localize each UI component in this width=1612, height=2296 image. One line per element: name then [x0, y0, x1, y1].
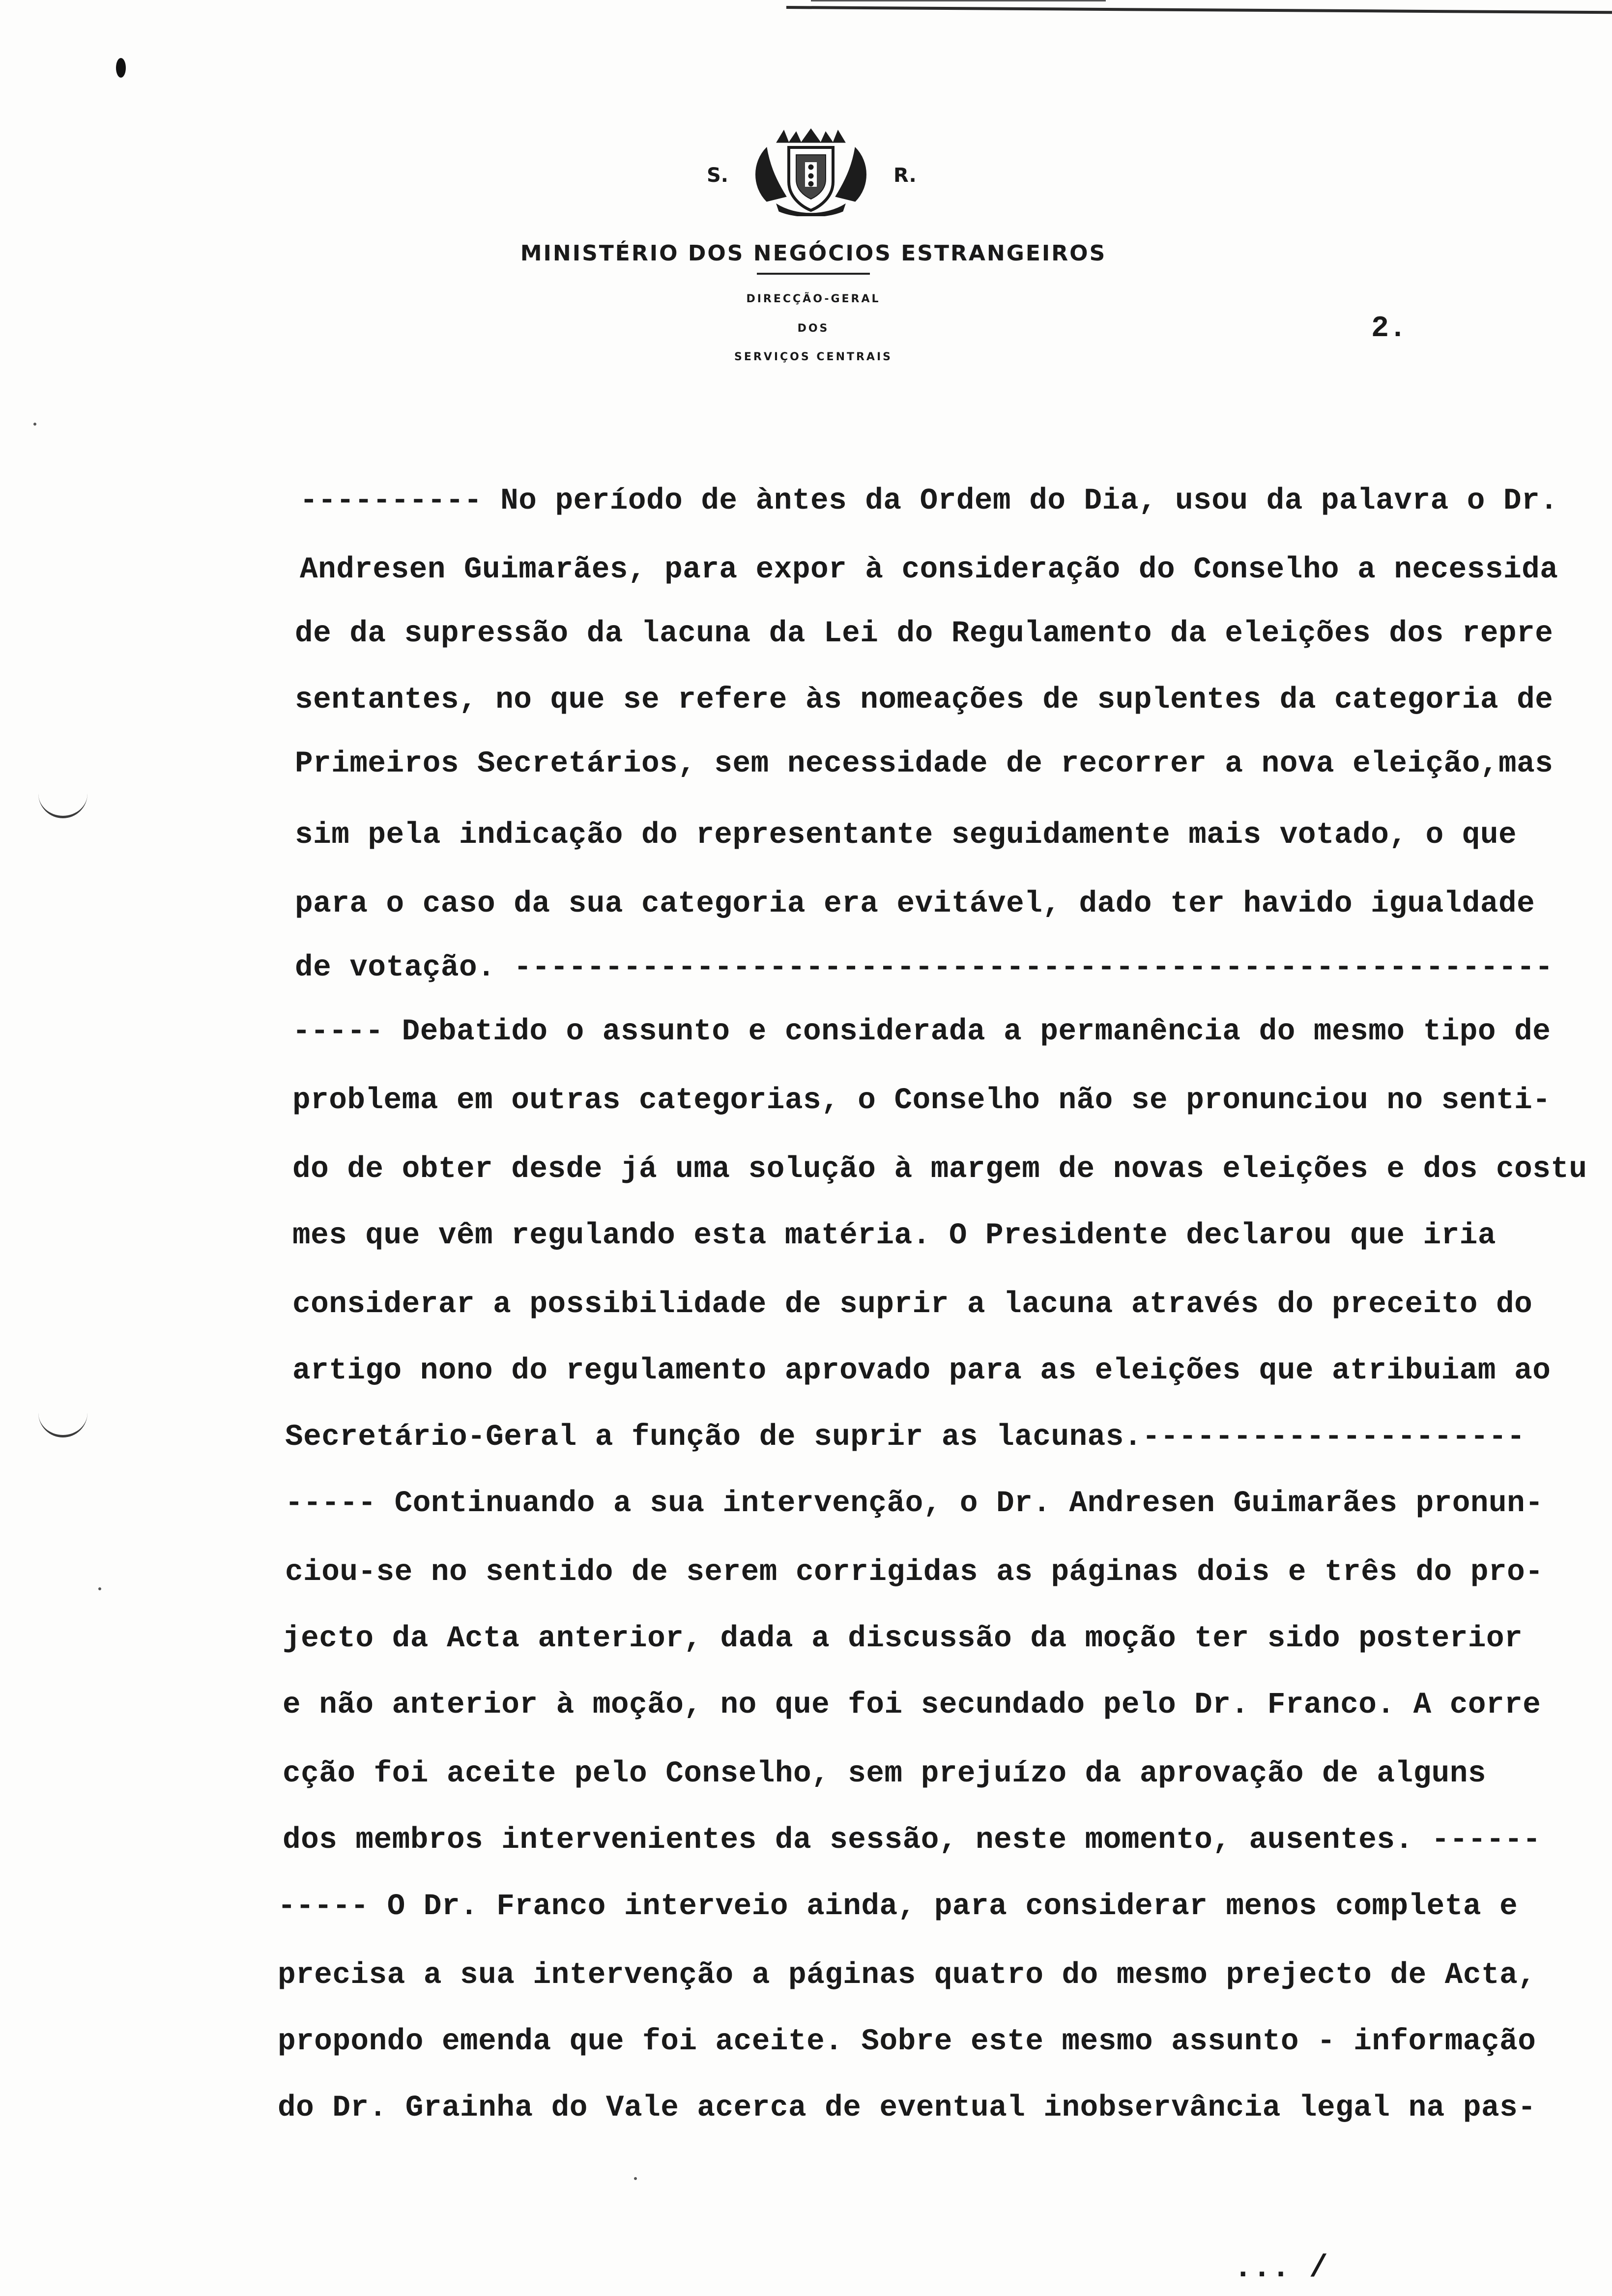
divider [757, 273, 870, 275]
scan-edge-line [811, 0, 1106, 1]
text-line: propondo emenda que foi aceite. Sobre este mesmo assunto - informação [278, 2025, 1536, 2059]
crest-initial-right: R. [893, 164, 917, 187]
crest-row [491, 123, 1130, 216]
text-line: sim pela indicação do representante seguidamente mais votado, o que [295, 818, 1517, 852]
text-line: problema em outras categorias, o Conselho não se pronunciou no senti- [292, 1084, 1551, 1118]
text-line: jecto da Acta anterior, dada a discussão da moção ter sido posterior [283, 1622, 1523, 1656]
text-line: ----- Continuando a sua intervenção, o Dr. Andresen Guimarães pronun- [285, 1487, 1544, 1521]
department-line-3: SERVIÇOS CENTRAIS [734, 351, 892, 363]
text-line: Secretário-Geral a função de suprir as lacunas.--------------------- [285, 1420, 1526, 1454]
punch-hole-mark [38, 786, 87, 818]
text-line: artigo nono do regulamento aprovado para as eleições que atribuiam ao [292, 1354, 1551, 1388]
scan-speck [33, 423, 36, 426]
continuation-mark: ... / [1234, 2251, 1328, 2286]
text-line: ciou-se no sentido de serem corrigidas as páginas dois e três do pro- [285, 1555, 1544, 1589]
department-line-1: DIRECÇÃO-GERAL [746, 293, 881, 305]
text-line: do de obter desde já uma solução à margem de novas eleições e dos costu [292, 1152, 1587, 1186]
ink-blot [116, 58, 126, 78]
text-line: dos membros intervenientes da sessão, neste momento, ausentes. ------ [283, 1823, 1541, 1857]
text-line: e não anterior à moção, no que foi secundado pelo Dr. Franco. A corre [283, 1688, 1541, 1722]
text-line: sentantes, no que se refere às nomeações de suplentes da categoria de [295, 683, 1554, 717]
text-line: ---------- No período de àntes da Ordem do Dia, usou da palavra o Dr. [300, 484, 1558, 518]
text-line: precisa a sua intervenção a páginas quatro do mesmo prejecto de Acta, [278, 1958, 1536, 1992]
text-line: cção foi aceite pelo Conselho, sem prejuízo da aprovação de alguns [283, 1757, 1486, 1791]
text-line: ----- Debatido o assunto e considerada a permanência do mesmo tipo de [292, 1015, 1551, 1049]
text-line: considerar a possibilidade de suprir a lacuna através do preceito do [292, 1288, 1533, 1321]
department-line-2: DOS [797, 322, 830, 335]
scan-edge-line [786, 6, 1612, 14]
text-line: mes que vêm regulando esta matéria. O Presidente declarou que iria [292, 1219, 1496, 1253]
ministry-title: MINISTÉRIO DOS NEGÓCIOS ESTRANGEIROS [520, 241, 1107, 266]
page-number: 2. [1371, 312, 1407, 345]
crest-initial-left: S. [707, 164, 729, 187]
text-line: de votação. --------------------------------------------------------- [295, 951, 1554, 985]
text-line: de da supressão da lacuna da Lei do Regulamento da eleições dos repre [295, 617, 1554, 651]
text-line: do Dr. Grainha do Vale acerca de eventual inobservância legal na pas- [278, 2091, 1536, 2125]
text-line: ----- O Dr. Franco interveio ainda, para considerar menos completa e [278, 1890, 1518, 1923]
text-line: Primeiros Secretários, sem necessidade de recorrer a nova eleição,mas [295, 747, 1554, 781]
scan-speck [634, 2177, 637, 2180]
letterhead [491, 123, 1130, 216]
scan-speck [98, 1587, 101, 1590]
coat-of-arms-icon [747, 128, 875, 216]
punch-hole-mark [38, 1406, 87, 1437]
text-line: Andresen Guimarães, para expor à consideração do Conselho a necessida [300, 553, 1558, 587]
text-line: para o caso da sua categoria era evitável, dado ter havido igualdade [295, 887, 1535, 921]
